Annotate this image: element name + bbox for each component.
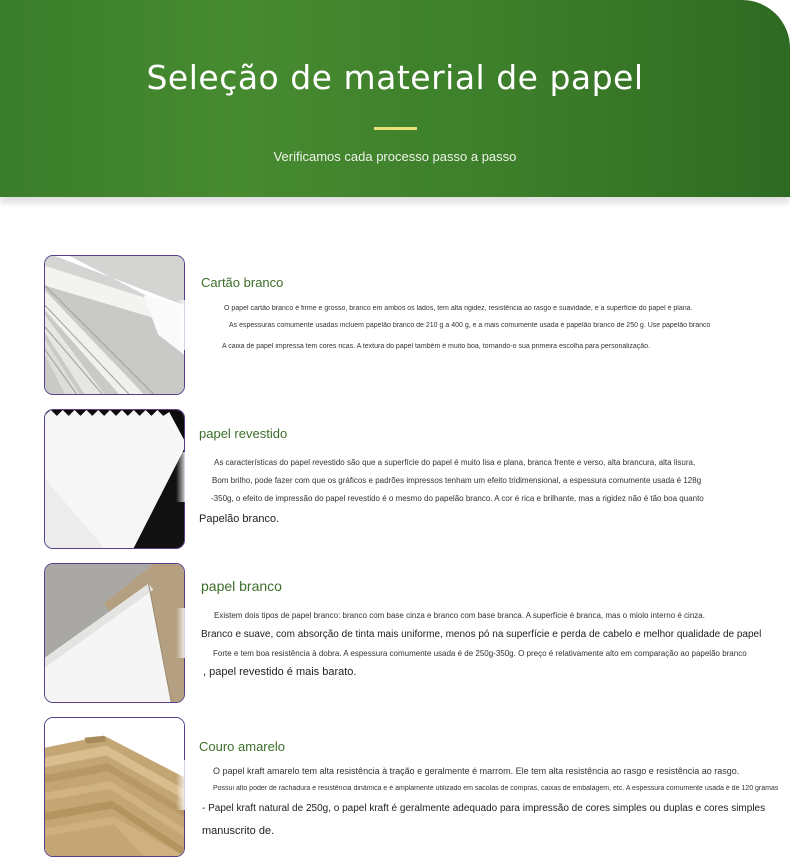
section-title-coated-paper: papel revestido: [199, 426, 288, 441]
section-text-line: Existem dois tipos de papel branco: branco com base cinza e branco com base branca. A superfície é branca, mas o miolo interno é cinza.: [214, 611, 705, 620]
white-board-image: [44, 563, 185, 703]
title-divider: [374, 127, 417, 130]
section-text-line: Possui alto poder de rachadura e resistência dinâmica e é amplamente utilizado em sacolas de compras, caixas de embalagem, etc. A espessura comumente usada é de 120 gramas: [213, 785, 779, 792]
section-text-line: Papelão branco.: [199, 513, 280, 525]
kraft-paper-image: [44, 717, 185, 857]
section-text-line: As características do papel revestido são que a superfície do papel é muito lisa e plana, branca frente e verso, alta brancura, alta lisura,: [214, 458, 696, 467]
section-text-line: Bom brilho, pode fazer com que os gráficos e padrões impressos tenham um efeito tridimensional, a espessura comumente usada é 128g: [212, 476, 702, 485]
section-text-line: - Papel kraft natural de 250g, o papel kraft é geralmente adequado para impressão de cores simples ou duplas e cores simples: [202, 803, 766, 814]
section-text-line: O papel kraft amarelo tem alta resistência à tração e geralmente é marrom. Ele tem alta resistência ao rasgo e resistência ao rasgo.: [213, 766, 740, 776]
page-title: Seleção de material de papel: [146, 58, 644, 97]
section-text-line: O papel cartão branco é firme e grosso, branco em ambos os lados, tem alta rigidez, resistência ao rasgo e suavidade, e a superfície do papel é plana.: [224, 305, 693, 312]
section-text-line: , papel revestido é mais barato.: [203, 666, 357, 678]
section-title-white-paper: papel branco: [201, 578, 282, 594]
image-fade: [176, 452, 192, 502]
image-fade: [176, 608, 192, 658]
header-banner: [0, 0, 790, 197]
white-cardboard-image: [44, 255, 185, 395]
section-text-line: manuscrito de.: [202, 825, 275, 837]
section-text-line: As espessuras comumente usadas incluem papelão branco de 210 g a 400 g, e a mais comumente usada é papelão branco de 250 g. Use papelão branco: [229, 322, 711, 329]
section-title-kraft-paper: Couro amarelo: [199, 739, 285, 754]
section-text-line: Branco e suave, com absorção de tinta mais uniforme, menos pó na superfície e perda de cabelo e melhor qualidade de papel: [201, 629, 762, 640]
section-text-line: A caixa de papel impressa tem cores ricas. A textura do papel também é muito boa, tornando-o sua primeira escolha para personalização.: [222, 343, 651, 350]
section-title-white-cardboard: Cartão branco: [201, 275, 284, 290]
section-text-line: Forte e tem boa resistência à dobra. A espessura comumente usada é de 250g-350g. O preço é relativamente alto em comparação ao papelão branco: [213, 649, 747, 658]
image-fade: [176, 760, 192, 810]
page-subtitle: Verificamos cada processo passo a passo: [273, 149, 517, 164]
image-fade: [176, 300, 192, 350]
section-text-line: -350g, o efeito de impressão do papel revestido é o mesmo do papelão branco. A cor é rica e brilhante, mas a rigidez não é tão boa quanto: [211, 494, 704, 503]
coated-paper-image: [44, 409, 185, 549]
